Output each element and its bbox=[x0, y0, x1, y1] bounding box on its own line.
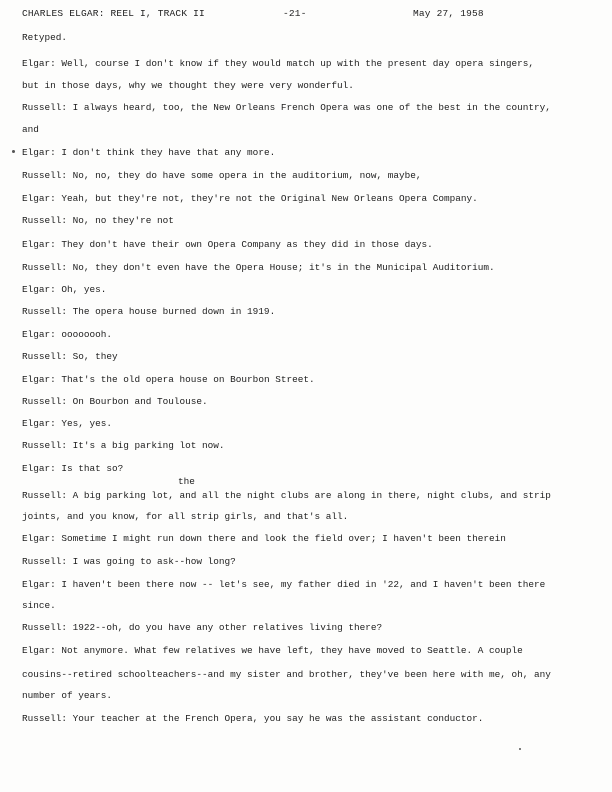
transcript-line bbox=[22, 622, 594, 634]
line-text: joints, and you know, for all strip girls, and that's all. bbox=[22, 511, 349, 522]
speaker-label: Russell: bbox=[22, 556, 68, 567]
transcript-line bbox=[22, 80, 594, 92]
transcript-line bbox=[22, 490, 594, 502]
transcript-line bbox=[22, 351, 594, 363]
header-date: May 27, 1958 bbox=[413, 8, 484, 19]
line-text: That's the old opera house on Bourbon Street. bbox=[61, 374, 315, 385]
speaker-label: Elgar: bbox=[22, 239, 56, 250]
line-text: The opera house burned down in 1919. bbox=[72, 306, 276, 317]
transcript-line bbox=[22, 170, 594, 182]
speaker-label: Russell: bbox=[22, 490, 68, 501]
line-text: No, they don't even have the Opera House; it's in the Municipal Auditorium. bbox=[72, 262, 495, 273]
line-text: Yeah, but they're not, they're not the Original New Orleans Opera Company. bbox=[61, 193, 478, 204]
transcript-line bbox=[22, 147, 594, 159]
speaker-label: Russell: bbox=[22, 440, 68, 451]
line-text: It's a big parking lot now. bbox=[72, 440, 225, 451]
speaker-label: Elgar: bbox=[22, 418, 56, 429]
transcript-line bbox=[22, 690, 594, 702]
transcript-line bbox=[22, 58, 594, 70]
page-number: -21- bbox=[283, 8, 307, 19]
interlinear-insert: the bbox=[178, 476, 195, 487]
transcript-line bbox=[22, 396, 594, 408]
margin-mark bbox=[12, 150, 15, 153]
transcript-line bbox=[22, 32, 594, 44]
speaker-label: Elgar: bbox=[22, 284, 56, 295]
line-text: number of years. bbox=[22, 690, 113, 701]
line-text: but in those days, why we thought they were very wonderful. bbox=[22, 80, 354, 91]
line-text: I was going to ask--how long? bbox=[72, 556, 236, 567]
transcript-line bbox=[22, 374, 594, 386]
speaker-label: Russell: bbox=[22, 262, 68, 273]
transcript-line bbox=[22, 579, 594, 591]
line-text: Oh, yes. bbox=[61, 284, 107, 295]
line-text: No, no they're not bbox=[72, 215, 174, 226]
transcript-line bbox=[22, 463, 594, 475]
speaker-label: Elgar: bbox=[22, 579, 56, 590]
transcript-line bbox=[22, 193, 594, 205]
line-text: Your teacher at the French Opera, you say he was the assistant conductor. bbox=[72, 713, 484, 724]
transcript-line bbox=[22, 600, 594, 612]
line-text: since. bbox=[22, 600, 56, 611]
transcript-line bbox=[22, 284, 594, 296]
header-title: CHARLES ELGAR: REEL I, TRACK II bbox=[22, 8, 205, 19]
line-text: oooooooh. bbox=[61, 329, 113, 340]
line-text: Not anymore. What few relatives we have left, they have moved to Seattle. A couple bbox=[61, 645, 523, 656]
line-text: Retyped. bbox=[22, 32, 68, 43]
line-text: No, no, they do have some opera in the auditorium, now, maybe, bbox=[72, 170, 422, 181]
transcript-line bbox=[22, 262, 594, 274]
line-text: On Bourbon and Toulouse. bbox=[72, 396, 208, 407]
speaker-label: Russell: bbox=[22, 351, 68, 362]
speaker-label: Russell: bbox=[22, 622, 68, 633]
speaker-label: Elgar: bbox=[22, 193, 56, 204]
speaker-label: Elgar: bbox=[22, 533, 56, 544]
transcript-line bbox=[22, 511, 594, 523]
speaker-label: Elgar: bbox=[22, 463, 56, 474]
line-text: Sometime I might run down there and look the field over; I haven't been therein bbox=[61, 533, 506, 544]
line-text: I don't think they have that any more. bbox=[61, 147, 276, 158]
speaker-label: Russell: bbox=[22, 713, 68, 724]
transcript-line bbox=[22, 239, 594, 251]
stray-mark bbox=[519, 748, 521, 750]
speaker-label: Elgar: bbox=[22, 147, 56, 158]
line-text: I haven't been there now -- let's see, my father died in '22, and I haven't been there bbox=[61, 579, 546, 590]
transcript-line bbox=[22, 124, 594, 136]
transcript-line bbox=[22, 306, 594, 318]
transcript-line bbox=[22, 329, 594, 341]
speaker-label: Elgar: bbox=[22, 329, 56, 340]
speaker-label: Elgar: bbox=[22, 58, 56, 69]
line-text: and bbox=[22, 124, 39, 135]
transcript-line bbox=[22, 669, 594, 681]
line-text: 1922--oh, do you have any other relatives living there? bbox=[72, 622, 383, 633]
line-text: Yes, yes. bbox=[61, 418, 113, 429]
transcript-line bbox=[22, 533, 594, 545]
transcript-line bbox=[22, 713, 594, 725]
line-text: I always heard, too, the New Orleans French Opera was one of the best in the country, bbox=[72, 102, 551, 113]
transcript-line bbox=[22, 102, 594, 114]
line-text: Is that so? bbox=[61, 463, 124, 474]
speaker-label: Russell: bbox=[22, 396, 68, 407]
page-header bbox=[22, 8, 592, 22]
line-text: cousins--retired schoolteachers--and my sister and brother, they've been here with me, oh, any bbox=[22, 669, 551, 680]
line-text: So, they bbox=[72, 351, 118, 362]
speaker-label: Russell: bbox=[22, 170, 68, 181]
transcript-line bbox=[22, 645, 594, 657]
speaker-label: Elgar: bbox=[22, 645, 56, 656]
speaker-label: Elgar: bbox=[22, 374, 56, 385]
transcript-line bbox=[22, 418, 594, 430]
transcript-line bbox=[22, 556, 594, 568]
transcript-line bbox=[22, 440, 594, 452]
speaker-label: Russell: bbox=[22, 102, 68, 113]
transcript-line bbox=[22, 215, 594, 227]
line-text: Well, course I don't know if they would match up with the present day opera singers, bbox=[61, 58, 534, 69]
speaker-label: Russell: bbox=[22, 306, 68, 317]
line-text: A big parking lot, and all the night clubs are along in there, night clubs, and strip bbox=[72, 490, 551, 501]
line-text: They don't have their own Opera Company as they did in those days. bbox=[61, 239, 433, 250]
speaker-label: Russell: bbox=[22, 215, 68, 226]
